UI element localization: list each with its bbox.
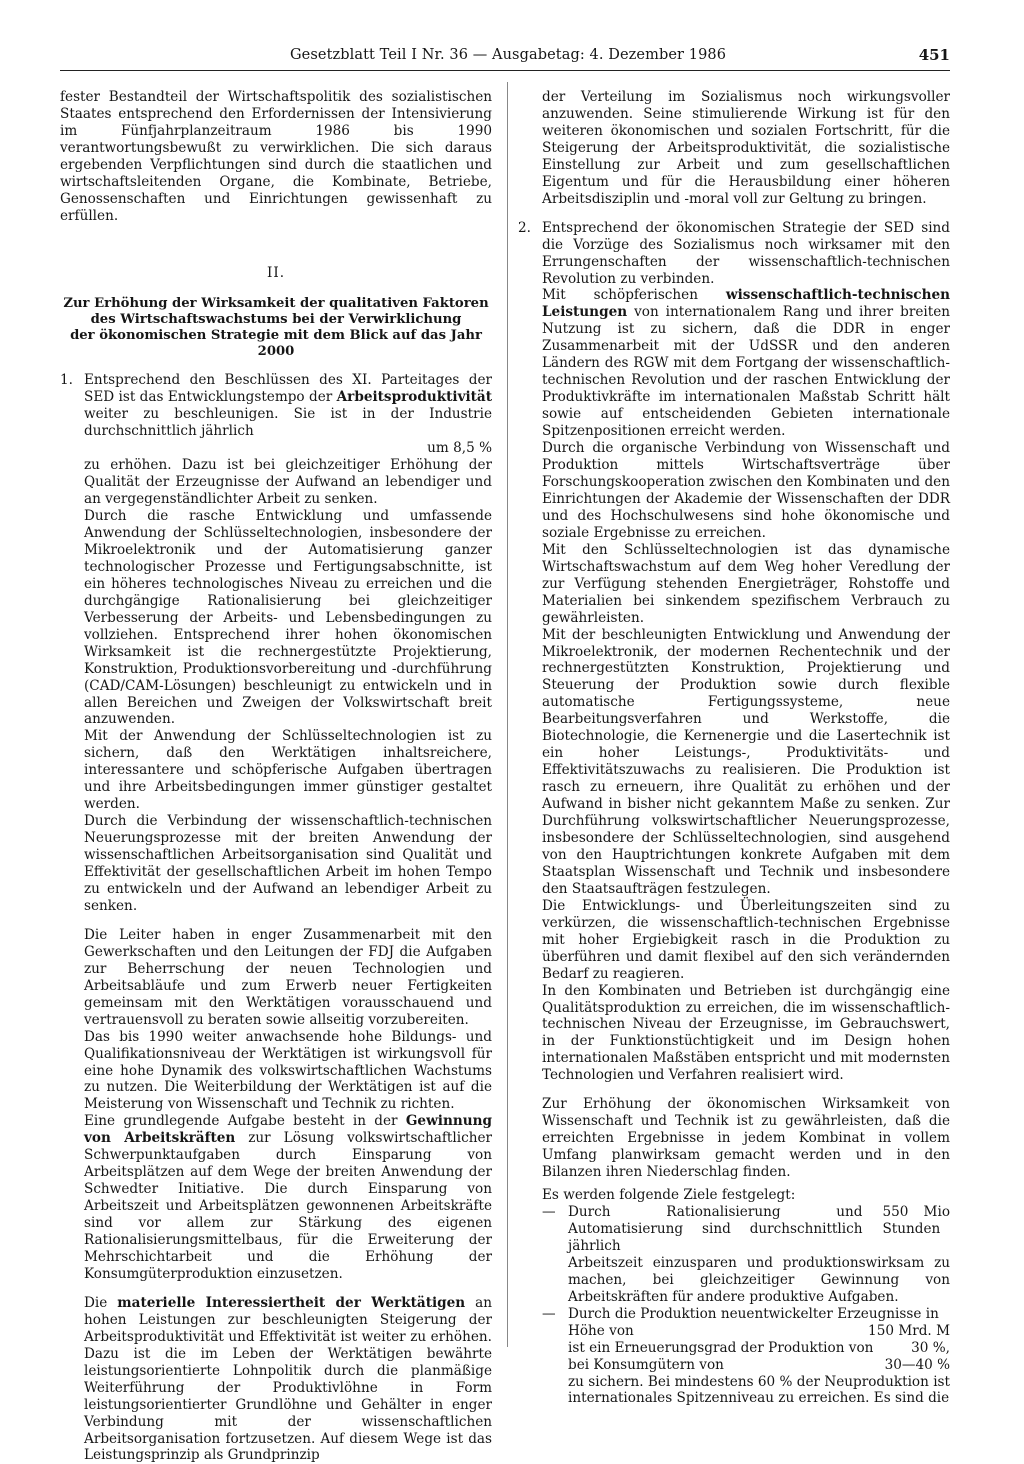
item2-paragraph: Die Entwicklungs- und Überleitungszeiten sind zu verkürzen, die wissenschaftlich-technischen Ergebnisse mit hoher Ergiebigkeit rasch in die Produktion zu überführen und damit flexibel auf den sich verändernden Bedarf zu reagieren.: [542, 897, 950, 982]
column-divider: [507, 82, 508, 1347]
item1-paragraph: Durch die Verbindung der wissenschaftlich-technischen Neuerungsprozesse mit der breiten Anwendung der wissenschaftlichen Arbeitsorganisation sind Qualität und Effektivität der gesellschaftlichen Arbeit im hohen Tempo zu entwickeln und der Aufwand an lebendiger Arbeit zu senken.: [84, 813, 492, 914]
section-heading-line: der ökonomischen Strategie mit dem Blick auf das Jahr 2000: [70, 327, 482, 360]
continuation-paragraph: der Verteilung im Sozialismus noch wirkungsvoller anzuwenden. Seine stimulierende Wirkung ist für den weiteren ökonomischen und sozialen Fortschritt, für die Steigerung der Arbeitsproduktivität, die sozialistische Einstellung zur Arbeit und zum gesellschaftlichen Eigentum und für die Herausbildung einer höheren Arbeitsdisziplin und -moral voll zur Geltung zu bringen.: [542, 89, 950, 207]
goal-item: [542, 1204, 950, 1306]
value-row: [568, 1357, 950, 1374]
page-header: [60, 44, 950, 71]
item2-paragraph: [542, 287, 950, 440]
intro-paragraph: fester Bestandteil der Wirtschaftspolitik des sozialistischen Staates entsprechend den Erfordernissen der Intensivierung im Fünfjahrplanzeitraum 1986 bis 1990 verantwortungsbewußt zu verwirklichen. Die sich daraus ergebenden Verpflichtungen sind durch die staatlichen und wirtschaftsleitenden Organe, die Kombinate, Betriebe, Genossenschaften und Einrichtungen gewissenhaft zu erfüllen.: [60, 89, 492, 224]
goal-value: 550 Mio Stunden: [882, 1204, 950, 1237]
goals-intro: Es werden folgende Ziele festgelegt:: [542, 1187, 796, 1204]
goal-value: 150 Mrd. M: [868, 1322, 950, 1339]
item1-paragraph: [84, 1113, 492, 1283]
item-number: 1.: [60, 372, 73, 389]
text-run: Mit schöpferischen: [542, 287, 726, 304]
section-number: II.: [266, 264, 286, 281]
text-run: Die: [84, 1294, 118, 1311]
value-row: [568, 1204, 950, 1255]
value-row: [84, 440, 492, 457]
item-number: 2.: [518, 219, 531, 236]
text-run: weiter zu beschleunigen. Sie ist in der Industrie durchschnittlich jährlich: [84, 406, 492, 440]
goal-item: [542, 1306, 950, 1408]
page-number: 451: [918, 46, 950, 64]
item2-paragraph: Entsprechend der ökonomischen Strategie der SED sind die Vorzüge des Sozialismus noch wirksamer mit den Errungenschaften der wissenschaftlich-technischen Revolution zu verbinden.: [542, 219, 950, 287]
section-heading: [60, 296, 492, 361]
growth-value: um 8,5 %: [427, 440, 492, 457]
text-run: ist ein Erneuerungsgrad der Produktion von: [568, 1339, 874, 1356]
goal-value: 30—40 %: [884, 1356, 950, 1373]
header-title: Gesetzblatt Teil I Nr. 36 — Ausgabetag: 4. Dezember 1986: [290, 47, 727, 63]
item1-paragraph: Mit der Anwendung der Schlüsseltechnologien ist zu sichern, daß den Werktätigen inhaltsreichere, interessantere und schöpferische Aufgaben übertragen und ihre Arbeitsbedingungen immer günstiger gestaltet werden.: [84, 728, 492, 813]
bold-term: wissenschaftlich-technischen Leistungen: [542, 287, 950, 321]
item-1: [60, 372, 492, 1464]
dash-bullet: —: [542, 1204, 556, 1220]
item1-paragraph: [84, 1295, 492, 1464]
item2-paragraph: In den Kombinaten und Betrieben ist durchgängig eine Qualitätsproduktion zu erreichen, die im wissenschaftlich-technischen Niveau der Erzeugnisse, im Gebrauchswert, in der Funktionstüchtigkeit und im Design hohen internationalen Maßstäben entspricht und mit modernsten Technologien und Verfahren realisiert wird.: [542, 982, 950, 1084]
value-row: [568, 1323, 950, 1340]
item2-paragraph: Durch die organische Verbindung von Wissenschaft und Produktion mittels Wirtschaftsverträge über Forschungskooperation zwischen den Kombinaten und den Einrichtungen der Akademie der Wissenschaften der DDR und des Hochschulwesens sind hohe ökonomische und soziale Ergebnisse zu erreichen.: [542, 440, 950, 541]
text-run: von internationalem Rang und ihrer breiten Nutzung ist zu sichern, daß die DDR in enger Zusammenarbeit mit der UdSSR und den anderen Ländern des RGW mit dem Fortgang der wissenschaftlich-technischen Revolution und der raschen Entwicklung der Produktivkräfte im internationalen Maßstab Schritt hält sowie auf entscheidenden Gebieten internationale Spitzenpositionen erreicht werden.: [542, 304, 950, 440]
text-run: Eine grundlegende Aufgabe besteht in der: [84, 1113, 406, 1130]
text-run: bei Konsumgütern von: [568, 1356, 724, 1373]
item1-paragraph: Durch die rasche Entwicklung und umfassende Anwendung der Schlüsseltechnologien, insbesondere der Mikroelektronik und der Automatisierung ganzer technologischer Prozesse und Fertigungsabschnitte, ist ein höheres technologisches Niveau zu erreichen und die durchgängige Rationalisierung bei gleichzeitiger Verbesserung der Arbeits- und Lebensbedingungen zu vollziehen. Entsprechend ihrer hohen ökonomischen Wirksamkeit ist die rechnergestützte Projektierung, Konstruktion, Produktionsvorbereitung und -durchführung (CAD/CAM-Lösungen) beschleunigt zu entwickeln und in allen Bereichen und Zweigen der Volkswirtschaft breit anzuwenden.: [84, 508, 492, 728]
left-column: [60, 89, 492, 1464]
item2-paragraph: Zur Erhöhung der ökonomischen Wirksamkeit von Wissenschaft und Technik ist zu gewährleisten, daß die erreichten Ergebnisse in jedem Kombinat in vollem Umfang planwirksam gemacht werden und in den Bilanzen ihren Niederschlag finden.: [542, 1096, 950, 1181]
bold-term: Arbeitsproduktivität: [336, 389, 492, 406]
text-run: an hohen Leistungen zur beschleunigten Steigerung der Arbeitsproduktivität und Effektivität ist weiter zu erhöhen. Dazu ist die im Leben der Werktätigen bewährte leistungsorientierte Lohnpolitik durch die planmäßige Weiterführung der Produktivlöhne in Form leistungsorientierter Grundlöhne und Gehälter in enger Verbindung mit der wissenschaftlichen Arbeitsorganisation fortzusetzen. Auf diesem Wege ist das Leistungsprinzip als Grundprinzip: [84, 1294, 492, 1464]
item1-paragraph: zu erhöhen. Dazu ist bei gleichzeitiger Erhöhung der Qualität der Erzeugnisse der Aufwand an lebendiger und an vergegenständlichter Arbeit zu senken.: [84, 457, 492, 508]
dash-bullet: —: [542, 1305, 556, 1322]
goal-text: Arbeitszeit einzusparen und produktionswirksam zu machen, bei gleichzeitiger Gewinnung von Arbeitskräften für andere produktive Aufgaben.: [568, 1254, 950, 1305]
bold-term: materielle Interessiertheit der Werktätigen: [117, 1294, 466, 1311]
goal-value: 30 %,: [911, 1339, 950, 1356]
item1-paragraph: [84, 372, 492, 440]
goal-text: zu sichern. Bei mindestens 60 % der Neuproduktion ist internationales Spitzenniveau zu erreichen. Es sind die: [568, 1373, 950, 1407]
item1-paragraph: Das bis 1990 weiter anwachsende hohe Bildungs- und Qualifikationsniveau der Werktätigen ist wirkungsvoll für eine hohe Dynamik des volkswirtschaftlichen Wachstums zu nutzen. Die Weiterbildung der Werktätigen ist auf die Meisterung von Wissenschaft und Technik zu richten.: [84, 1028, 492, 1113]
item2-paragraph: Mit der beschleunigten Entwicklung und Anwendung der Mikroelektronik, der modernen Rechentechnik und der rechnergestützten Konstruktion, Projektierung und Steuerung der Produktion sowie durch flexible automatische Fertigungssysteme, neue Bearbeitungsverfahren und Werkstoffe, die Biotechnologie, die Kernenergie und die Lasertechnik ist ein hoher Leistungs-, Produktivitäts- und Effektivitätszuwachs zu realisieren. Die Produktion ist rasch zu erneuern, ihre Qualität zu erhöhen und der Aufwand in bisher nicht gekanntem Maße zu senken. Zur Durchführung volkswirtschaftlicher Neuerungsprozesse, insbesondere der Schlüsseltechnologien, sind ausgehend von den Hauptrichtungen konkrete Aufgaben mit dem Staatsplan Wissenschaft und Technik und insbesondere den Staatsaufträgen festzulegen.: [542, 626, 950, 897]
bold-term: Gewinnung von Arbeitskräften: [84, 1113, 492, 1147]
text-run: zur Lösung volkswirtschaftlicher Schwerpunktaufgaben durch Einsparung von Arbeitsplätzen auf dem Wege der breiten Anwendung der Schwedter Initiative. Die durch Einsparung von Arbeitszeit und Arbeitsplätzen gewonnenen Arbeitskräfte sind vor allem zur Stärkung des eigenen Rationalisierungsmittelbaus, für die Erweiterung der Mehrschichtarbeit und die Erhöhung der Konsumgüterproduktion einzusetzen.: [84, 1130, 492, 1282]
section-heading-line: des Wirtschaftswachstums bei der Verwirklichung: [90, 311, 462, 327]
item-2: [518, 220, 950, 1408]
text-run: Entsprechend den Beschlüssen des XI. Parteitages der SED ist das Entwicklungstempo der: [84, 372, 492, 406]
item2-paragraph: Mit den Schlüsseltechnologien ist das dynamische Wirtschaftswachstum auf dem Weg hoher Veredlung der zur Verfügung stehenden Energieträger, Rohstoffe und Materialien bei sinkendem spezifischem Verbrauch zu gewährleisten.: [542, 541, 950, 626]
value-row: [568, 1340, 950, 1357]
text-run: Höhe von: [568, 1322, 634, 1339]
item1-paragraph: Die Leiter haben in enger Zusammenarbeit mit den Gewerkschaften und den Leitungen der FDJ die Aufgaben zur Beherrschung der neuen Technologien und Arbeitsabläufe und zum Erwerb neuer Fertigkeiten gemeinsam mit den Werktätigen vorausschauend und vertrauensvoll zu beraten sowie allseitig vorzubereiten.: [84, 926, 492, 1028]
right-column: [518, 89, 950, 1407]
section-heading-line: Zur Erhöhung der Wirksamkeit der qualitativen Faktoren: [63, 295, 489, 311]
text-run: Durch Rationalisierung und Automatisierung sind durchschnittlich jährlich: [568, 1204, 863, 1254]
goal-text: Durch die Produktion neuentwickelter Erzeugnisse in: [568, 1305, 939, 1322]
